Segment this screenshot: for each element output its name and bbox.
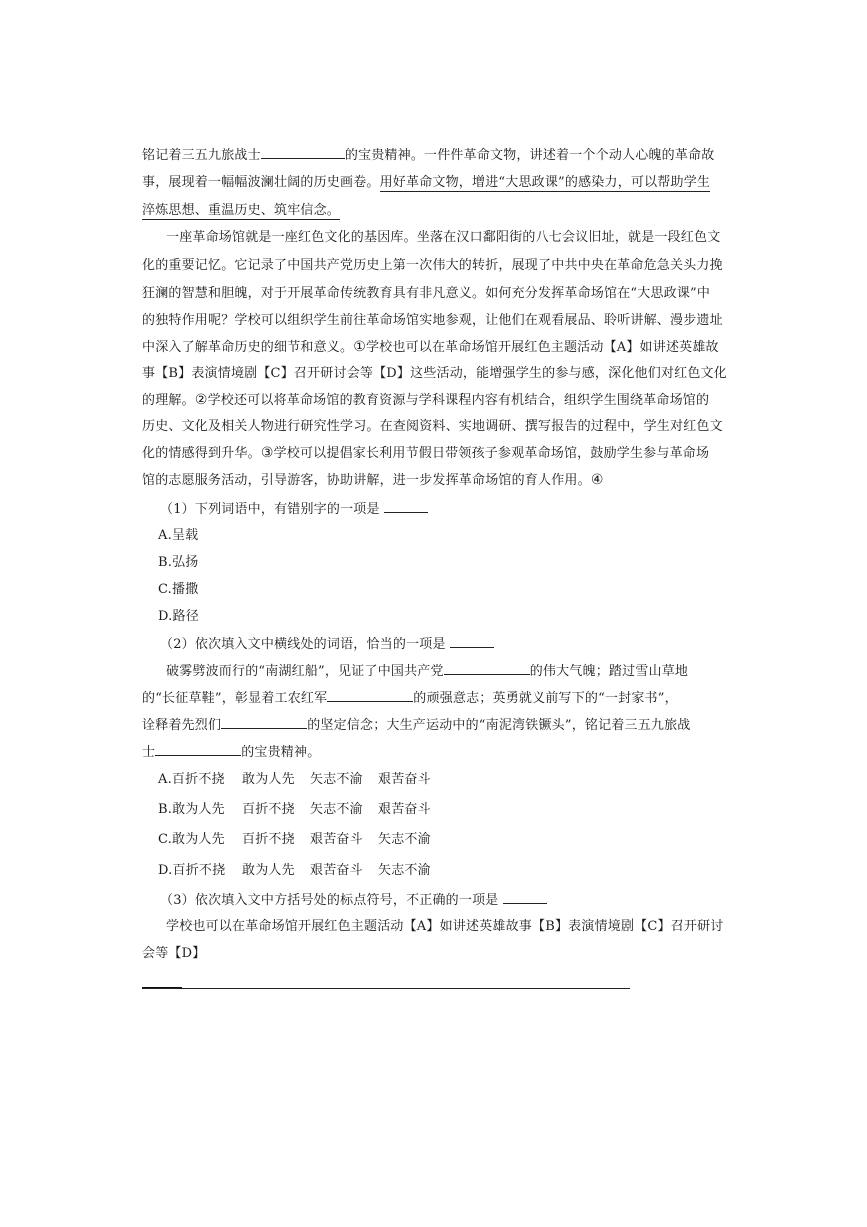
option-word: 敢为人先 [242, 772, 295, 787]
question-1-option-d[interactable]: D.路径 [158, 609, 199, 624]
question-text: 士 [142, 745, 156, 760]
option-word: A.百折不挠 [158, 772, 225, 787]
answer-blank[interactable] [261, 145, 345, 159]
question-text: 的伟大气魄；踏过雪山草地 [529, 664, 689, 679]
question-text: （3）依次填入文中方括号处的标点符号，不正确的一项是 [160, 893, 499, 908]
question-2-text-line [142, 742, 682, 763]
passage-text: 事，展现着一幅幅波澜壮阔的历史画卷。 [142, 175, 380, 190]
passage-line [142, 390, 710, 411]
question-text: 的“长征草鞋”，彰显着工农红军 [142, 691, 328, 706]
passage-line [142, 201, 682, 221]
question-text: （1）下列词语中，有错别字的一项是 [160, 502, 380, 517]
position-marker-2: ② [194, 392, 208, 408]
position-marker-3: ③ [260, 445, 274, 461]
question-1-option-c[interactable]: C.播撒 [158, 582, 199, 597]
option-word: 百折不挠 [242, 802, 295, 817]
answer-blank[interactable] [155, 742, 241, 756]
answer-blank[interactable] [221, 715, 307, 729]
question-3-text-line: 学校也可以在革命场馆开展红色主题活动【A】如讲述英雄故事【B】表演情境剧【C】召开研讨 [166, 919, 724, 934]
passage-line: 化的重要记忆。它记录了中国共产党历史上第一次伟大的转折，展现了中共中央在革命危急关头力挽 [142, 258, 723, 273]
option-word: 矢志不渝 [378, 863, 431, 878]
question-2-option-c[interactable] [158, 830, 698, 850]
question-1-stem [160, 499, 700, 520]
answer-blank[interactable] [384, 499, 428, 513]
question-text: （2）依次填入文中横线处的词语，恰当的一项是 [160, 637, 446, 652]
option-word: D.百折不挠 [158, 863, 226, 878]
question-2-option-d[interactable] [158, 861, 698, 881]
passage-text: 化的情感得到升华。 [142, 446, 261, 461]
passage-text: 馆的志愿服务活动，引导游客，协助讲解，进一步发挥革命场馆的育人作用。 [142, 473, 591, 488]
passage-line [142, 470, 682, 491]
passage-text: 中深入了解革命历史的细节和意义。 [142, 340, 354, 355]
question-2-text-line [142, 715, 691, 736]
passage-line: 历史、文化及相关人物进行研究性学习。在查阅资料、实地调研、撰写报告的过程中，学生对红色文 [142, 419, 723, 434]
option-word: 矢志不渝 [310, 772, 363, 787]
option-word: 矢志不渝 [310, 802, 363, 817]
passage-line [142, 337, 719, 358]
question-2-stem [160, 634, 700, 655]
position-marker-4: ④ [590, 472, 604, 488]
option-word: C.敢为人先 [158, 832, 225, 847]
option-word: 百折不挠 [242, 832, 295, 847]
question-text: 破雾劈波而行的“南湖红船”，见证了中国共产党 [166, 664, 444, 679]
question-1-option-a[interactable]: A.呈载 [158, 528, 199, 543]
option-word: B.敢为人先 [158, 802, 225, 817]
question-3-text-line: 会等【D】 [142, 946, 206, 961]
passage-line: 狂澜的智慧和胆魄，对于开展革命传统教育具有非凡意义。如何充分发挥革命场馆在“大思政课”中 [142, 286, 711, 301]
underlined-sentence: 淬炼思想、重温历史、筑牢信念。 [142, 203, 341, 218]
question-text: 的坚定信念；大生产运动中的“南泥湾铁镢头”，铭记着三五九旅战 [307, 718, 691, 733]
passage-line [142, 145, 715, 166]
option-word: 矢志不渝 [378, 832, 431, 847]
option-word: 艰苦奋斗 [378, 802, 431, 817]
question-text: 诠释着先烈们 [142, 718, 222, 733]
underlined-sentence: 用好革命文物，增进“大思政课”的感染力，可以帮助学生 [379, 175, 711, 190]
question-1-option-b[interactable]: B.弘扬 [158, 555, 199, 570]
question-2-option-b[interactable] [158, 800, 698, 820]
question-3-stem [160, 890, 700, 911]
passage-line: 一座革命场馆就是一座红色文化的基因库。坐落在汉口鄱阳街的八七会议旧址，就是一段红色文 [166, 230, 721, 245]
answer-blank[interactable] [450, 634, 494, 648]
passage-text: 学校也可以在革命场馆开展红色主题活动【A】如讲述英雄故 [365, 340, 719, 355]
option-word: 艰苦奋斗 [310, 832, 363, 847]
option-word: 敢为人先 [242, 863, 295, 878]
passage-text: 学校可以提倡家长利用节假日带领孩子参观革命场馆，鼓励学生参与革命场 [273, 446, 710, 461]
passage-text: 铭记着三五九旅战士 [142, 148, 261, 163]
passage-line [142, 173, 711, 193]
passage-line: 事【B】表演情境剧【C】召开研讨会等【D】这些活动，能增强学生的参与感，深化他们对红色文化 [142, 366, 727, 381]
question-2-text-line [142, 688, 682, 709]
footer-rule [142, 988, 630, 989]
question-text: 的宝贵精神。 [241, 745, 321, 760]
option-word: 艰苦奋斗 [378, 772, 431, 787]
passage-text: 的理解。 [142, 393, 195, 408]
passage-line [142, 443, 710, 464]
answer-blank[interactable] [327, 688, 413, 702]
passage-text: 的宝贵精神。一件件革命文物，讲述着一个个动人心魄的革命故 [344, 148, 715, 163]
passage-line: 的独特作用呢？学校可以组织学生前往革命场馆实地参观，让他们在观看展品、聆听讲解、漫步遗址 [142, 313, 723, 328]
question-2-text-line [166, 661, 689, 682]
answer-blank[interactable] [444, 661, 530, 675]
answer-blank[interactable] [503, 890, 547, 904]
position-marker-1: ① [353, 339, 366, 355]
option-word: 艰苦奋斗 [310, 863, 363, 878]
question-text: 的顽强意志；英勇就义前写下的“一封家书”， [413, 691, 678, 706]
passage-text: 学校还可以将革命场馆的教育资源与学科课程内容有机结合，组织学生围绕革命场馆的 [207, 393, 710, 408]
question-2-option-a[interactable] [158, 770, 698, 790]
